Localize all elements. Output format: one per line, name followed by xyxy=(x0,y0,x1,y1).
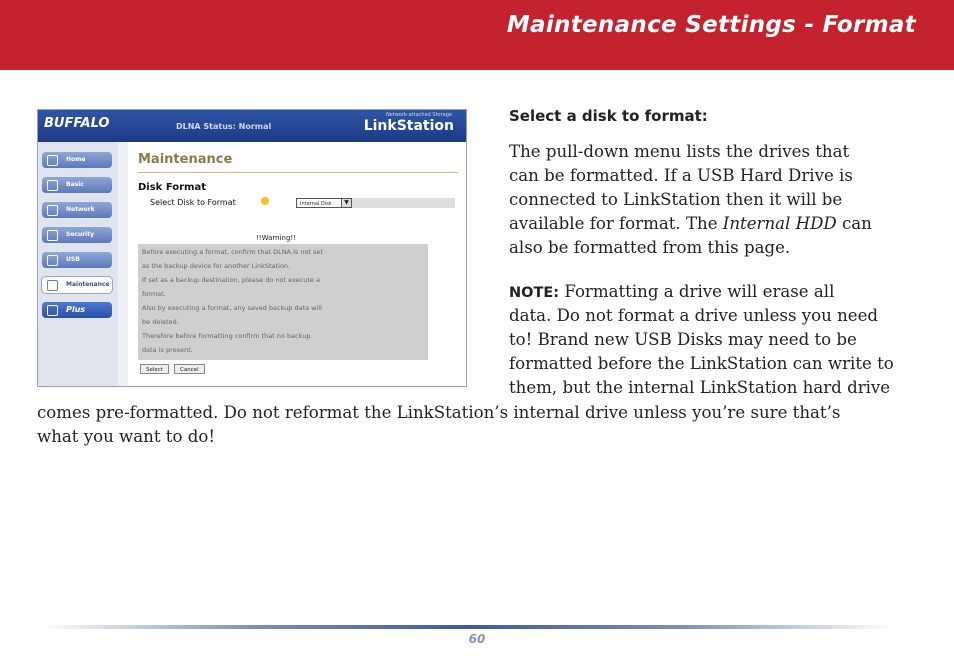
note-line xyxy=(509,280,834,305)
usb-icon xyxy=(47,255,58,266)
page-title: Maintenance Settings - Format xyxy=(506,12,916,38)
logo-subtitle: Network-attached Storage xyxy=(385,112,452,118)
warning-line: Also by executing a format, any saved backup data will xyxy=(142,304,322,312)
nav-label: Plus xyxy=(66,305,86,314)
nav-network[interactable] xyxy=(42,202,112,218)
body-text: can xyxy=(836,214,872,233)
internal-hdd-term: Internal HDD xyxy=(722,214,837,233)
body-line: can be formatted. If a USB Hard Drive is xyxy=(509,166,853,185)
maintenance-title: Maintenance xyxy=(138,152,233,167)
dlna-status: DLNA Status: Normal xyxy=(176,122,272,131)
nav-maintenance[interactable] xyxy=(42,277,112,293)
body-line: The pull-down menu lists the drives that xyxy=(509,142,850,161)
disk-select[interactable] xyxy=(296,198,352,208)
body-text: available for format. The xyxy=(509,214,723,233)
note-line: them, but the internal LinkStation hard drive xyxy=(509,378,891,397)
divider xyxy=(138,172,458,173)
basic-icon xyxy=(47,180,58,191)
disk-select-value: Internal Disk xyxy=(300,201,332,207)
nav-label: USB xyxy=(66,256,80,263)
warning-title: !!Warning!! xyxy=(256,234,297,242)
warning-line: If set as a backup destination, please do not execute a xyxy=(142,276,320,284)
nav-basic[interactable] xyxy=(42,177,112,193)
warning-line: format. xyxy=(142,290,166,298)
nav-home[interactable] xyxy=(42,152,112,168)
note-line: what you want to do! xyxy=(37,427,215,446)
nav-label: Maintenance xyxy=(66,281,110,288)
linkstation-screenshot xyxy=(38,110,466,386)
maintenance-icon xyxy=(47,280,58,291)
nav-plus[interactable] xyxy=(42,302,112,318)
footer-rule xyxy=(40,625,895,629)
nav-label: Basic xyxy=(66,181,84,188)
note-line: to! Brand new USB Disks may need to be xyxy=(509,330,857,349)
note-line: comes pre-formatted. Do not reformat the LinkStation’s internal drive unless you’re sure that’s xyxy=(37,403,841,422)
cancel-button[interactable]: Cancel xyxy=(174,364,205,374)
note-line: formatted before the LinkStation can write to xyxy=(509,354,894,373)
note-text: Formatting a drive will erase all xyxy=(559,282,835,301)
warning-line: Before executing a format, confirm that DLNA is not set xyxy=(142,248,323,256)
security-icon xyxy=(47,230,58,241)
body-line: connected to LinkStation then it will be xyxy=(509,190,843,209)
select-disk-label: Select Disk to Format xyxy=(150,198,236,207)
warning-line: data is present. xyxy=(142,346,193,354)
header-banner xyxy=(0,0,954,70)
nav-usb[interactable] xyxy=(42,252,112,268)
nav-security[interactable] xyxy=(42,227,112,243)
nav-label: Security xyxy=(66,231,95,238)
buffalo-logo: BUFFALO xyxy=(44,116,110,131)
note-label: NOTE: xyxy=(509,285,560,301)
nav-label: Home xyxy=(66,156,86,163)
select-button[interactable]: Select xyxy=(140,364,169,374)
plus-icon xyxy=(47,305,58,316)
warning-line: be deleted. xyxy=(142,318,179,326)
note-line: data. Do not format a drive unless you need xyxy=(509,306,879,325)
warning-line: Therefore before formatting confirm that no backup xyxy=(142,332,311,340)
screenshot-topbar xyxy=(38,110,466,142)
warning-line: as the backup device for another LinkStation. xyxy=(142,262,291,270)
body-line: also be formatted from this page. xyxy=(509,238,791,257)
select-fill xyxy=(352,198,455,208)
screenshot-main xyxy=(128,142,466,386)
section-heading: Select a disk to format: xyxy=(509,107,708,125)
screenshot-sidebar xyxy=(38,142,118,386)
warning-box xyxy=(138,244,428,360)
nav-label: Network xyxy=(66,206,95,213)
disk-format-heading: Disk Format xyxy=(138,182,206,193)
chevron-down-icon: ▼ xyxy=(341,199,351,207)
help-icon[interactable] xyxy=(261,197,269,205)
home-icon xyxy=(47,155,58,166)
page-number: 60 xyxy=(468,632,486,646)
network-icon xyxy=(47,205,58,216)
linkstation-logo: LinkStation xyxy=(363,118,454,134)
body-line-with-italic xyxy=(509,212,872,236)
